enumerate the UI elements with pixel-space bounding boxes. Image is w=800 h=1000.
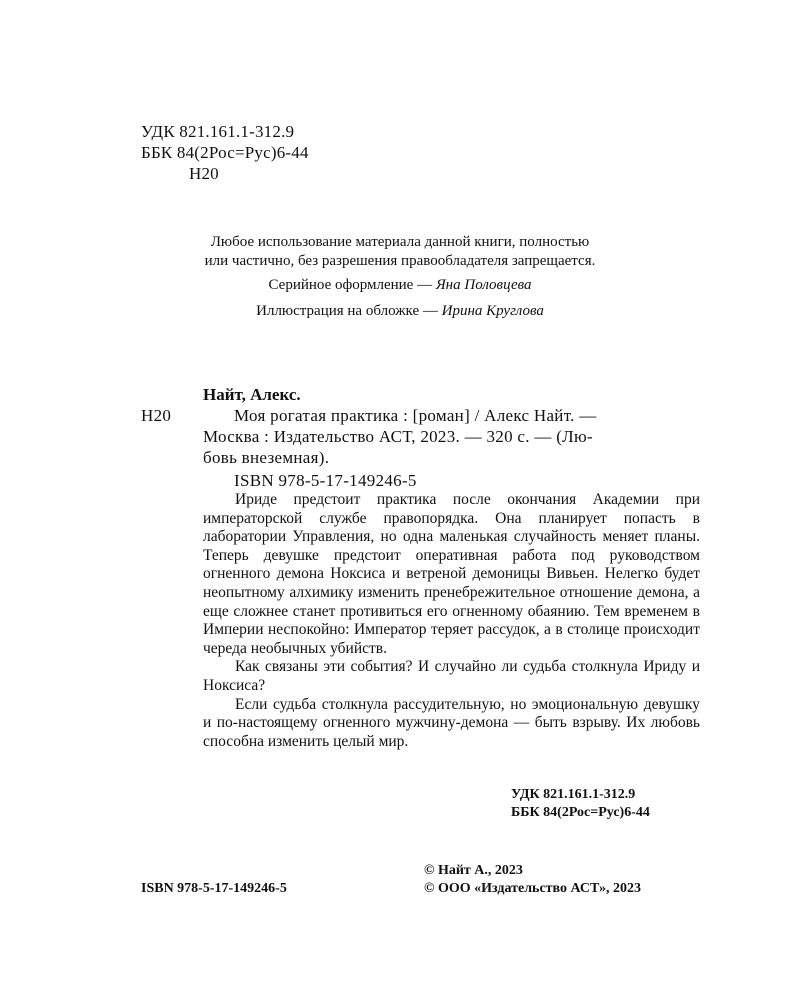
copyright-author: © Найт А., 2023 [424,863,523,878]
title-line-2: Москва : Издательство АСТ, 2023. — 320 с. — (Лю- [203,427,593,446]
title-line-1: Моя рогатая практика : [роман] / Алекс Найт. — [234,406,597,425]
card-isbn: ISBN 978-5-17-149246-5 [234,471,417,490]
bbk-code: ББК 84(2Рос=Рус)6-44 [141,143,309,162]
series-design-label: Серийное оформление — [268,277,436,293]
cover-illustration-label: Иллюстрация на обложке — [256,303,442,319]
rights-notice [100,233,700,271]
author-heading: Найт, Алекс. [203,385,301,404]
copyright-publisher: © ООО «Издательство АСТ», 2023 [424,881,642,896]
cover-illustration-credit [100,302,700,321]
annotation-paragraph: Ириде предстоит практика после окончания Академии при императорской службе правопорядка. Она планирует попасть в лаборатории Управления, но одна маленькая случайность меняет планы. Теперь девушке предстоит оперативная работа под руководством огненного демона Ноксиса и ветреной демоницы Вивьен. Нелегко будет неопытному алхимику изменить пренебрежительное отношение демона, а еще сложнее станет противиться его огненному обаянию. Тем временем в Империи неспокойно: Император теряет рассудок, а в столице происходит череда необычных убийств. [203,491,700,657]
author-mark: Н20 [189,164,219,183]
rights-line-1: Любое использование материала данной книги, полностью [210,234,590,250]
annotation [203,491,700,751]
footer-isbn: ISBN 978-5-17-149246-5 [141,881,287,896]
card-bbk-code: ББК 84(2Рос=Рус)6-44 [511,805,650,820]
card-udk-code: УДК 821.161.1-312.9 [511,787,636,802]
title-line-3: бовь внеземная). [203,448,330,467]
udk-code: УДК 821.161.1-312.9 [141,122,295,141]
annotation-paragraph: Как связаны эти события? И случайно ли судьба столкнула Ириду и Ноксиса? [203,658,700,694]
cover-illustration-name: Ирина Круглова [441,303,544,319]
card-author-mark: Н20 [141,406,172,425]
annotation-paragraph: Если судьба столкнула рассудительную, но эмоциональную девушку и по-настоящему огненного мужчину-демона — быть взрыву. Их любовь способна изменить целый мир. [203,695,700,750]
series-design-name: Яна Половцева [435,277,532,293]
rights-line-2: или частично, без разрешения правообладателя запрещается. [204,253,596,269]
series-design-credit [100,276,700,295]
